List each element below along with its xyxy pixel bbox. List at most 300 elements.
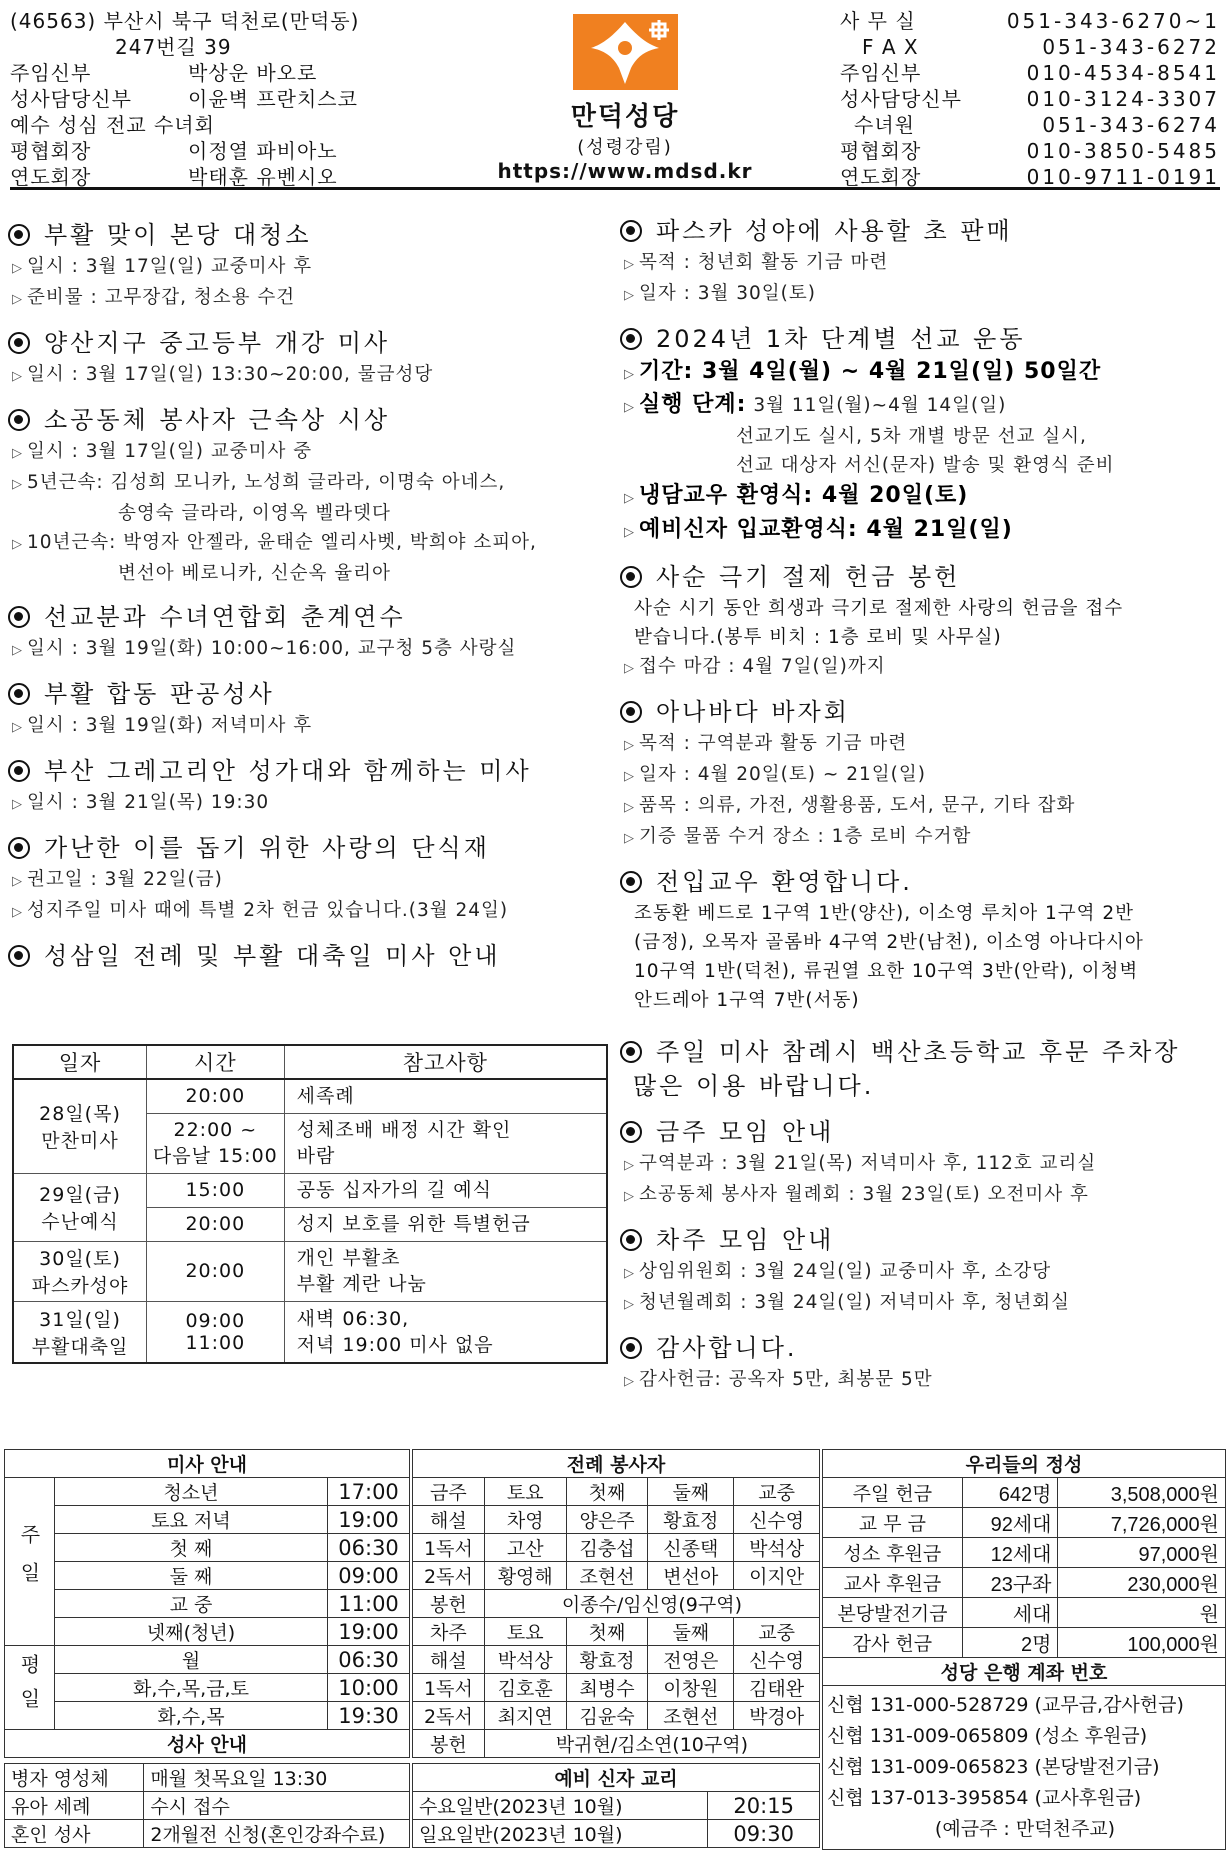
notice-line-text: 송영숙 글라라, 이영옥 벨라뎃다	[118, 503, 391, 524]
table-header-row	[5, 1730, 410, 1758]
notice-line	[8, 865, 603, 896]
notice-title-text: 가난한 이를 돕기 위한 사랑의 단식재	[44, 834, 490, 862]
table-row	[413, 1618, 820, 1646]
liturgy-cell: 김충섭	[566, 1534, 648, 1562]
notice-line	[620, 791, 1225, 822]
triangle-bullet-icon: ▷	[12, 292, 23, 307]
notice-bazaar	[620, 695, 1225, 853]
table-row	[413, 1562, 820, 1590]
weekday-label: 평일	[5, 1646, 55, 1730]
contact-value: 010-4534-8541	[1026, 61, 1220, 85]
bullseye-bullet-icon	[620, 220, 642, 242]
notice-title	[8, 754, 603, 788]
notice-title	[620, 1115, 1225, 1149]
table-row	[5, 1792, 410, 1820]
offering-value: 이종수/임신영(9구역)	[484, 1590, 819, 1618]
rite-name: 파스카성야	[31, 1275, 129, 1297]
triangle-bullet-icon: ▷	[624, 257, 635, 272]
notice-line-text: 예비신자 입교환영식: 4월 21일(일)	[639, 517, 1013, 542]
time-text: 22:00 ~	[173, 1118, 258, 1141]
table-row	[823, 1538, 1226, 1568]
liturgy-title: 전례 봉사자	[413, 1450, 820, 1478]
triangle-bullet-icon: ▷	[624, 525, 635, 540]
contact-label: F A X	[862, 35, 919, 59]
table-row	[5, 1646, 410, 1674]
triangle-bullet-icon: ▷	[624, 1374, 635, 1389]
sacrament-name: 유아 세례	[5, 1792, 144, 1820]
liturgy-cell: 1독서	[413, 1674, 485, 1702]
account-holder: (예금주 : 만덕천주교)	[934, 1818, 1116, 1840]
sacrament-value: 매월 첫목요일 13:30	[144, 1764, 410, 1792]
bank-title: 성당 은행 계좌 번호	[823, 1658, 1226, 1686]
notice-line-text: 준비물 : 고무장갑, 청소용 수건	[27, 287, 296, 308]
triangle-bullet-icon: ▷	[12, 261, 23, 276]
table-row	[5, 1674, 410, 1702]
notice-confession	[8, 677, 603, 742]
notice-title-text: 아나바다 바자회	[656, 698, 850, 726]
bank-account: 신협 131-009-065809 (성소 후원금)	[827, 1725, 1148, 1747]
mass-name: 화,수,목	[54, 1702, 327, 1730]
contact-value: 051-343-6270~1	[1006, 9, 1220, 33]
liturgy-cell: 조현선	[566, 1562, 648, 1590]
triangle-bullet-icon: ▷	[624, 1158, 635, 1173]
staff-name: 박상운 바오로	[188, 61, 318, 85]
day-text: 28일(목)	[39, 1103, 121, 1126]
liturgy-cell: 황영해	[484, 1562, 566, 1590]
notice-line-text: 접수 마감 : 4월 7일(일)까지	[639, 656, 886, 677]
notice-line	[8, 437, 603, 468]
day-text: 31일(일)	[39, 1308, 121, 1331]
notice-paragraph: 안드레아 1구역 7반(서동)	[634, 990, 860, 1011]
liturgy-cell: 전영은	[648, 1646, 734, 1674]
notice-title-text: 2024년 1차 단계별 선교 운동	[656, 325, 1026, 353]
day-text: 30일(토)	[39, 1248, 121, 1270]
bullseye-bullet-icon	[8, 409, 30, 431]
liturgy-cell: 이지안	[734, 1562, 820, 1590]
notice-line	[620, 1365, 1225, 1396]
bullseye-bullet-icon	[8, 224, 30, 246]
notice-line	[8, 360, 603, 391]
liturgy-header: 교중	[734, 1478, 820, 1506]
bullseye-bullet-icon	[620, 1121, 642, 1143]
notice-line-text: 구역분과 : 3월 21일(목) 저녁미사 후, 112호 교리실	[639, 1153, 1097, 1174]
day-cell	[13, 1173, 147, 1241]
bullseye-bullet-icon	[620, 1337, 642, 1359]
time-cell: 20:00	[147, 1207, 285, 1241]
contact-row	[840, 34, 1220, 60]
notice-line	[620, 1257, 1225, 1288]
contact-row	[840, 112, 1220, 138]
note-text: 부활 계란 나눔	[296, 1273, 427, 1295]
liturgy-header: 토요	[484, 1478, 566, 1506]
triangle-bullet-icon: ▷	[624, 831, 635, 846]
offering-count: 23구좌	[962, 1568, 1058, 1598]
triangle-bullet-icon: ▷	[624, 1189, 635, 1204]
liturgy-cell: 2독서	[413, 1702, 485, 1730]
liturgy-cell: 1독서	[413, 1534, 485, 1562]
mass-name: 첫 째	[54, 1534, 327, 1562]
notice-line-text: 목적 : 구역분과 활동 기금 마련	[639, 733, 908, 754]
left-notice-column	[8, 218, 603, 985]
triangle-bullet-icon: ▷	[624, 491, 635, 506]
notice-thanks	[620, 1331, 1225, 1396]
day-cell	[13, 1241, 147, 1301]
mass-time: 17:00	[328, 1478, 410, 1506]
triangle-bullet-icon: ▷	[12, 446, 23, 461]
table-row	[5, 1820, 410, 1848]
triangle-bullet-icon: ▷	[624, 288, 635, 303]
sacrament-guide-table	[4, 1763, 410, 1848]
notice-line-text: 변선아 베로니카, 신순옥 율리아	[118, 563, 391, 584]
bulletin-header	[10, 8, 1220, 190]
notice-line	[620, 451, 1225, 480]
table-row	[413, 1792, 820, 1820]
notice-line	[620, 480, 1225, 514]
notice-line-text: 권고일 : 3월 22일(금)	[27, 869, 223, 890]
notice-paragraph: 사순 시기 동안 희생과 극기로 절제한 사랑의 헌금을 접수	[634, 598, 1124, 619]
mass-time: 19:30	[328, 1702, 410, 1730]
notice-line-text: 일시 : 3월 19일(화) 10:00~16:00, 교구청 5층 사랑실	[27, 638, 517, 659]
note-text: 새벽 06:30,	[296, 1307, 410, 1330]
notice-title	[8, 326, 603, 360]
mass-name: 화,수,목,금,토	[54, 1674, 327, 1702]
contact-label: 사 무 실	[840, 9, 916, 33]
table-row	[413, 1478, 820, 1506]
notice-title-text: 감사합니다.	[656, 1334, 798, 1362]
liturgy-header: 토요	[484, 1618, 566, 1646]
triangle-bullet-icon: ▷	[624, 367, 635, 382]
time-cell	[147, 1301, 285, 1363]
note-cell	[284, 1241, 607, 1301]
notice-title	[620, 865, 1225, 899]
triangle-bullet-icon: ▷	[624, 1266, 635, 1281]
notice-line	[8, 896, 603, 927]
offering-count: 2명	[962, 1628, 1058, 1658]
staff-row	[10, 112, 530, 138]
notice-line-text: 상임위원회 : 3월 24일(일) 교중미사 후, 소강당	[639, 1261, 1052, 1282]
notice-next-week-meetings	[620, 1223, 1225, 1319]
notice-line-text: 3월 11일(월)~4월 14일(일)	[753, 395, 1007, 416]
notice-triduum	[8, 939, 603, 973]
notice-service-award	[8, 403, 603, 588]
table-row	[5, 1478, 410, 1506]
table-row	[5, 1506, 410, 1534]
time-text: 11:00	[185, 1331, 246, 1354]
table-row	[823, 1478, 1226, 1508]
table-row	[413, 1534, 820, 1562]
mass-time: 19:00	[328, 1618, 410, 1646]
bullseye-bullet-icon	[620, 566, 642, 588]
table-row	[413, 1702, 820, 1730]
mass-name: 둘 째	[54, 1562, 327, 1590]
table-row	[413, 1730, 820, 1758]
table-row	[413, 1820, 820, 1848]
class-name: 수요일반(2023년 10월)	[413, 1792, 708, 1820]
notice-title	[620, 1223, 1225, 1257]
notice-line-text: 일시 : 3월 19일(화) 저녁미사 후	[27, 715, 313, 736]
staff-name: 이정열 파비아노	[188, 139, 338, 163]
offerings-title: 우리들의 정성	[823, 1450, 1226, 1478]
notice-line-text: 목적 : 청년회 활동 기금 마련	[639, 252, 889, 273]
notice-title-text: 부활 맞이 본당 대청소	[44, 221, 312, 249]
offering-label: 봉헌	[413, 1590, 485, 1618]
liturgy-cell: 박석상	[484, 1646, 566, 1674]
triangle-bullet-icon: ▷	[12, 537, 23, 552]
notice-fasting	[8, 831, 603, 927]
table-header-row	[413, 1764, 820, 1792]
table-row	[13, 1241, 607, 1301]
notice-title	[8, 831, 603, 865]
notice-title-text: 성삼일 전례 및 부활 대축일 미사 안내	[44, 942, 501, 970]
triangle-bullet-icon: ▷	[12, 905, 23, 920]
note-text: 성체조배 배정 시간 확인	[296, 1119, 512, 1141]
bullseye-bullet-icon	[8, 945, 30, 967]
mass-name: 월	[54, 1646, 327, 1674]
notice-title-text: 부활 합동 판공성사	[44, 680, 275, 708]
notice-line-text: 기증 물품 수거 장소 : 1층 로비 수거함	[639, 826, 972, 847]
contact-label: 연도회장	[840, 165, 922, 189]
notice-line	[620, 822, 1225, 853]
contact-list	[840, 8, 1220, 190]
offering-count: 세대	[962, 1598, 1058, 1628]
bullseye-bullet-icon	[620, 1229, 642, 1251]
staff-row	[10, 60, 530, 86]
bank-account: 신협 131-009-065823 (본당발전기금)	[827, 1756, 1160, 1778]
class-name: 일요일반(2023년 10월)	[413, 1820, 708, 1848]
notice-title	[620, 560, 1225, 594]
notice-title-text: 양산지구 중고등부 개강 미사	[44, 329, 391, 357]
table-row	[13, 1301, 607, 1363]
offering-name: 본당발전기금	[823, 1598, 963, 1628]
liturgy-header: 차주	[413, 1618, 485, 1646]
mass-guide-title: 미사 안내	[5, 1450, 410, 1478]
notice-mission-campaign	[620, 322, 1225, 548]
mass-name: 교 중	[54, 1590, 327, 1618]
notice-title	[8, 939, 603, 973]
class-time: 20:15	[708, 1792, 820, 1820]
liturgy-cell: 2독서	[413, 1562, 485, 1590]
table-row	[5, 1764, 410, 1792]
class-time: 09:30	[708, 1820, 820, 1848]
time-cell	[147, 1113, 285, 1173]
notice-line	[8, 468, 603, 499]
notice-title	[8, 600, 603, 634]
triangle-bullet-icon: ▷	[12, 797, 23, 812]
parish-logo-block	[495, 8, 755, 183]
table-header-row	[13, 1045, 607, 1079]
notice-line	[620, 279, 1225, 310]
triangle-bullet-icon: ▷	[12, 643, 23, 658]
notice-title	[620, 1035, 1225, 1069]
liturgy-cell: 박경아	[734, 1702, 820, 1730]
liturgy-header: 첫째	[566, 1478, 648, 1506]
sacrament-name: 혼인 성사	[5, 1820, 144, 1848]
triangle-bullet-icon: ▷	[12, 720, 23, 735]
liturgy-cell: 차영	[484, 1506, 566, 1534]
liturgy-cell: 이창원	[648, 1674, 734, 1702]
bullseye-bullet-icon	[620, 328, 642, 350]
time-text: 09:00	[185, 1309, 246, 1332]
easter-schedule-table	[12, 1044, 608, 1364]
notice-line-text: 5년근속: 김성희 모니카, 노성희 글라라, 이명숙 아네스,	[27, 472, 506, 493]
notice-line	[620, 1149, 1225, 1180]
liturgy-header: 첫째	[566, 1618, 648, 1646]
right-notice-column	[620, 214, 1225, 1408]
notice-title-text: 주일 미사 참례시 백산초등학교 후문 주차장	[656, 1038, 1181, 1066]
liturgy-servers-table	[412, 1449, 820, 1758]
notice-line-text: 일시 : 3월 17일(일) 교중미사 중	[27, 441, 313, 462]
notice-line-text: 냉담교우 환영식: 4월 20일(토)	[639, 483, 969, 508]
offering-amount: 230,000원	[1058, 1568, 1226, 1598]
table-row	[5, 1590, 410, 1618]
offering-value: 박귀현/김소연(10구역)	[484, 1730, 819, 1758]
parish-subtitle: (성령강림)	[577, 137, 673, 158]
notice-line	[8, 559, 603, 588]
bank-account: 신협 137-013-395854 (교사후원금)	[827, 1787, 1142, 1809]
offering-count: 642명	[962, 1478, 1058, 1508]
notice-line	[620, 356, 1225, 390]
offering-amount: 3,508,000원	[1058, 1478, 1226, 1508]
liturgy-cell: 조현선	[648, 1702, 734, 1730]
table-row	[413, 1590, 820, 1618]
notice-title-text: 부산 그레고리안 성가대와 함께하는 미사	[44, 757, 532, 785]
notice-line-text: 소공동체 봉사자 월례회 : 3월 23일(토) 오전미사 후	[639, 1184, 1089, 1205]
time-cell: 20:00	[147, 1079, 285, 1113]
notice-lent-offering	[620, 560, 1225, 683]
mass-time: 11:00	[328, 1590, 410, 1618]
notice-line-text: 일자 : 3월 30일(토)	[639, 283, 816, 304]
table-row	[413, 1674, 820, 1702]
notice-paragraph: (금정), 오목자 골롬바 4구역 2반(남천), 이소영 아나다시아	[634, 932, 1144, 953]
catechumen-title: 예비 신자 교리	[413, 1764, 820, 1792]
notice-title	[620, 322, 1225, 356]
note-text: 개인 부활초	[296, 1247, 401, 1269]
notice-title-text: 차주 모임 안내	[656, 1226, 835, 1254]
triangle-bullet-icon: ▷	[12, 477, 23, 492]
notice-line-text: 일시 : 3월 21일(목) 19:30	[27, 792, 270, 813]
bank-accounts-cell	[823, 1686, 1226, 1850]
offering-name: 성소 후원금	[823, 1538, 963, 1568]
sacrament-value: 2개월전 신청(혼인강좌수료)	[144, 1820, 410, 1848]
contact-value: 051-343-6272	[1042, 35, 1220, 59]
parish-name: 만덕성당	[570, 102, 680, 132]
table-row	[823, 1628, 1226, 1658]
contact-value: 051-343-6274	[1042, 113, 1220, 137]
table-header: 일자	[13, 1045, 147, 1079]
triangle-bullet-icon: ▷	[624, 800, 635, 815]
notice-line-text: 선교 대상자 서신(문자) 발송 및 환영식 준비	[736, 455, 1115, 476]
notice-line-text: 일시 : 3월 17일(일) 교중미사 후	[27, 256, 313, 277]
liturgy-cell: 해설	[413, 1646, 485, 1674]
notice-title-text: 사순 극기 절제 헌금 봉헌	[656, 563, 961, 591]
triangle-bullet-icon: ▷	[12, 369, 23, 384]
mass-time: 10:00	[328, 1674, 410, 1702]
offering-amount: 원	[1058, 1598, 1226, 1628]
notice-title	[620, 1331, 1225, 1365]
contact-row	[840, 86, 1220, 112]
liturgy-cell: 신종택	[648, 1534, 734, 1562]
note-cell	[284, 1113, 607, 1173]
liturgy-cell: 김윤숙	[566, 1702, 648, 1730]
notice-line	[620, 1288, 1225, 1319]
table-row	[5, 1702, 410, 1730]
notice-line-text: 선교기도 실시, 5차 개별 방문 선교 실시,	[736, 426, 1087, 447]
table-header-row	[823, 1658, 1226, 1686]
liturgy-cell: 김호훈	[484, 1674, 566, 1702]
offering-amount: 97,000원	[1058, 1538, 1226, 1568]
contact-value: 010-3124-3307	[1026, 87, 1220, 111]
note-text: 바람	[296, 1145, 336, 1167]
triangle-bullet-icon: ▷	[12, 874, 23, 889]
offering-name: 교 무 금	[823, 1508, 963, 1538]
notice-mission-training	[8, 600, 603, 665]
contact-label: 수녀원	[854, 113, 915, 137]
liturgy-cell: 최지연	[484, 1702, 566, 1730]
table-row	[413, 1646, 820, 1674]
parish-url[interactable]: https://www.mdsd.kr	[497, 159, 753, 183]
bullseye-bullet-icon	[8, 332, 30, 354]
table-row	[5, 1618, 410, 1646]
liturgy-cell: 신수영	[734, 1646, 820, 1674]
liturgy-cell: 황효정	[648, 1506, 734, 1534]
notice-cleanup	[8, 218, 603, 314]
table-row	[5, 1534, 410, 1562]
offering-name: 주일 헌금	[823, 1478, 963, 1508]
triangle-bullet-icon: ▷	[624, 400, 635, 415]
offering-count: 92세대	[962, 1508, 1058, 1538]
bullseye-bullet-icon	[8, 683, 30, 705]
liturgy-header: 금주	[413, 1478, 485, 1506]
notice-paragraph: 조동환 베드로 1구역 1반(양산), 이소영 루치아 1구역 2반	[634, 903, 1134, 924]
triangle-bullet-icon: ▷	[624, 769, 635, 784]
notice-line	[8, 499, 603, 528]
mass-name: 토요 저녁	[54, 1506, 327, 1534]
mass-name: 넷째(청년)	[54, 1618, 327, 1646]
table-row	[823, 1598, 1226, 1628]
notice-line-text: 10년근속: 박영자 안젤라, 윤태순 엘리사벳, 박희야 소피아,	[27, 532, 537, 553]
address-and-staff	[10, 8, 530, 190]
offering-amount: 100,000원	[1058, 1628, 1226, 1658]
day-cell	[13, 1301, 147, 1363]
bank-account: 신협 131-000-528729 (교무금,감사헌금)	[827, 1694, 1184, 1716]
notice-line	[8, 788, 603, 819]
bullseye-bullet-icon	[8, 606, 30, 628]
step-label: 실행 단계:	[639, 392, 747, 417]
staff-name: 박태훈 유벤시오	[188, 165, 338, 189]
notice-title-continued: 많은 이용 바랍니다.	[633, 1072, 875, 1100]
liturgy-header: 둘째	[648, 1618, 734, 1646]
notice-title	[620, 695, 1225, 729]
notice-line-text: 일자 : 4월 20일(토) ~ 21일(일)	[639, 764, 926, 785]
liturgy-cell: 김태완	[734, 1674, 820, 1702]
notice-line-text: 기간: 3월 4일(월) ~ 4월 21일(일) 50일간	[639, 359, 1102, 384]
time-text: 다음날 15:00	[152, 1144, 278, 1167]
contact-row	[840, 60, 1220, 86]
mass-time: 19:00	[328, 1506, 410, 1534]
notice-line	[620, 729, 1225, 760]
mass-time: 09:00	[328, 1562, 410, 1590]
offerings-table	[822, 1449, 1226, 1850]
liturgy-header: 둘째	[648, 1478, 734, 1506]
table-row	[5, 1562, 410, 1590]
day-text: 29일(금)	[39, 1184, 121, 1206]
contact-row	[840, 8, 1220, 34]
time-cell: 20:00	[147, 1241, 285, 1301]
notice-paragraph: 받습니다.(봉투 비치 : 1층 로비 및 사무실)	[634, 627, 1002, 648]
staff-name: 이윤벽 프란치스코	[188, 87, 358, 111]
address-line-1: (46563) 부산시 북구 덕천로(만덕동)	[10, 9, 360, 33]
notice-this-week-meetings	[620, 1115, 1225, 1211]
